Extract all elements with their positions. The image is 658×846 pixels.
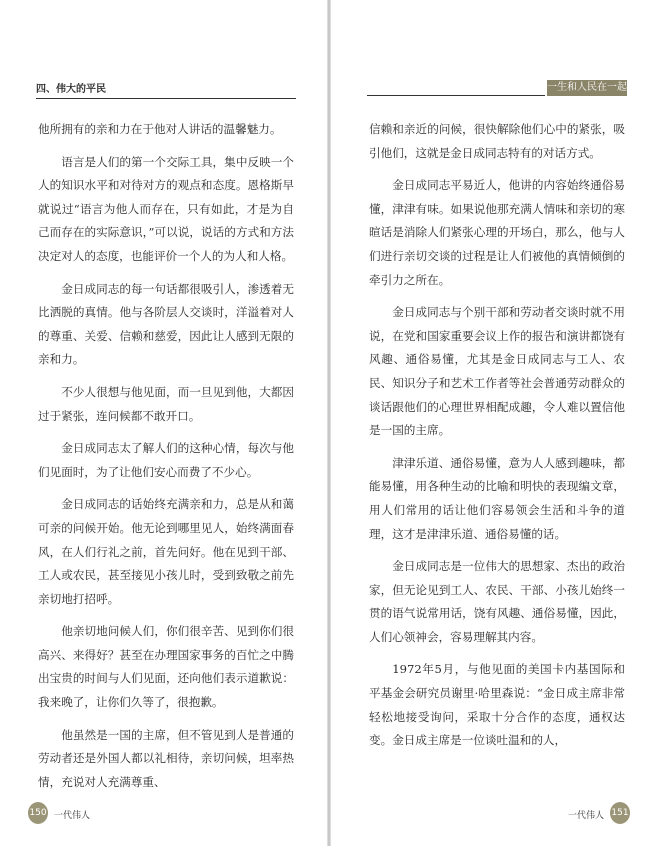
page-number: 150 (28, 802, 48, 824)
paragraph: 不少人很想与他见面，而一旦见到他，大都因过于紧张，连问候都不敢开口。 (38, 384, 294, 423)
right-page (331, 0, 658, 846)
header-rule (367, 95, 545, 96)
paragraph: 他亲切地问候人们，你们很辛苦、见到你们很高兴、来得好？甚至在办理国家事务的百忙之中腾出宝贵的时间与人们见面，还向他们表示道歉说：我来晚了，让你们久等了，很抱歉。 (38, 624, 294, 710)
left-footer (28, 800, 148, 826)
paragraph: 语言是人们的第一个交际工具，集中反映一个人的知识水平和对待对方的观点和态度。恩格斯早就说过“语言为他人而存在，只有如此，才是为自己而存在的实际意识，”可以说，说话的方式和方法决定对人的态度，也能评价一个人的为人和人格。 (38, 154, 294, 263)
page-number: 151 (610, 802, 630, 824)
paragraph: 他所拥有的亲和力在于他对人讲话的温馨魅力。 (38, 122, 282, 136)
footer-book-title: 一代伟人 (54, 811, 91, 821)
left-body-text (38, 118, 294, 803)
paragraph: 信赖和亲近的问候，很快解除他们心中的紧张，吸引他们，这就是金日成同志特有的对话方式。 (369, 122, 625, 160)
paragraph: 金日成同志的话始终充满亲和力，总是从和蔼可亲的问候开始。他无论到哪里见人，始终满面春风，在人们行礼之前，首先问好。他在见到干部、工人或农民，甚至接见小孩儿时，受到致敬之前先亲切地打招呼。 (38, 497, 294, 606)
chapter-tag: 一生和人民在一起 (547, 80, 627, 96)
left-running-header: 四、伟大的平民 (36, 80, 296, 99)
paragraph: 金日成同志与个别干部和劳动者交谈时就不用说，在党和国家重要会议上作的报告和演讲都饶有风趣、通俗易懂，尤其是金日成同志与工人、农民、知识分子和艺术工作者等社会普通劳动群众的谈话跟他们的心理世界相配成趣，令人难以置信他是一国的主席。 (369, 305, 625, 438)
paragraph: 他虽然是一国的主席，但不管见到人是普通的劳动者还是外国人都以礼相待，亲切问候，坦率热情，充说对人充满尊重、 (38, 727, 294, 789)
paragraph: 津津乐道、通俗易懂，意为人人感到趣味，都能易懂，用各种生动的比喻和明快的表现编文章，用人们常用的话让他们容易领会生活和斗争的道理，这才是津津乐道、通俗易懂的话。 (369, 455, 625, 541)
paragraph: 金日成同志是一位伟大的思想家、杰出的政治家，但无论见到工人、农民、干部、小孩儿始终一贯的语气说常用话，饶有风趣、通俗易懂，因此，人们心领神会，容易理解其内容。 (369, 559, 625, 644)
paragraph: 金日成同志太了解人们的这种心情，每次与他们见面时，为了让他们安心而费了不少心。 (38, 441, 294, 479)
paragraph: 金日成同志平易近人，他讲的内容始终通俗易懂，津津有味。如果说他那充满人情味和亲切的寒暄话是消除人们紧张心理的开场白，那么，他与人们进行亲切交谈的过程是让人们被他的真情倾倒的牵引力之所在。 (369, 178, 625, 287)
paragraph: 金日成同志的每一句话都很吸引人，渗透着无比洒脱的真情。他与各阶层人交谈时，洋溢着对人的尊重、关爱、信赖和慈爱，因此让人感到无限的亲和力。 (38, 281, 294, 367)
right-running-header (367, 80, 627, 96)
paragraph: 1972年5月，与他见面的美国卡内基国际和平基金会研究员谢里·哈里森说：“金日成主席非常轻松地接受询问，采取十分合作的态度，通权达变。金日成主席是一位谈吐温和的人， (369, 662, 625, 748)
right-body-text (369, 118, 625, 762)
right-footer (510, 800, 630, 826)
footer-book-title: 一代伟人 (567, 811, 604, 821)
